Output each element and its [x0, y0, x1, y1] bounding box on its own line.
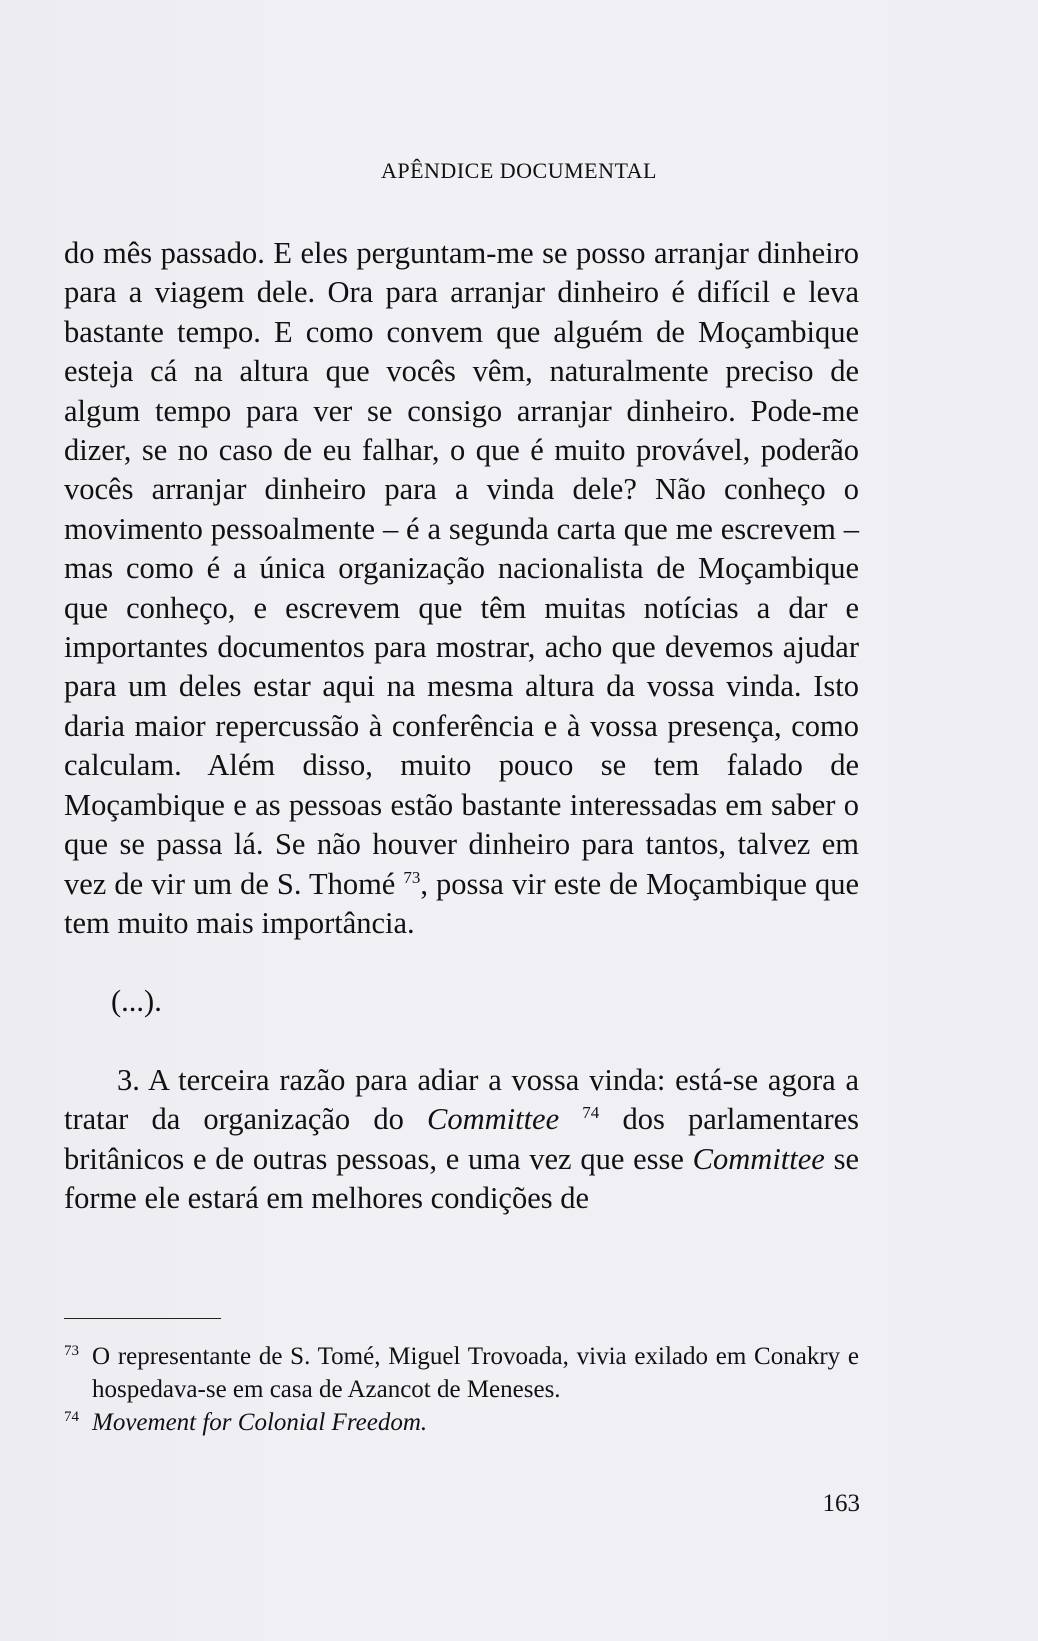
- footnote-number: 73: [64, 1343, 79, 1359]
- footnote-text: Movement for Colonial Freedom.: [92, 1409, 428, 1436]
- footnote-number: 74: [64, 1409, 79, 1425]
- footnote-text: O representante de S. Tomé, Miguel Trovoada, vivia exilado em Conakry e hospedava-se em casa de Azancot de Meneses.: [92, 1343, 859, 1403]
- paragraph-3-start: 3. A terceira razão para adiar a vossa vinda: está-se agora a tratar da organização do: [64, 1062, 859, 1137]
- paragraph-1-text: do mês passado. E eles perguntam-me se posso arranjar dinheiro para a viagem dele. Ora para arranjar dinheiro é difícil e leva bastante tempo. E como convem que alguém de Moçambique esteja cá na altura que vocês vêm, naturalmente preciso de algum tempo para ver se consigo arranjar dinheiro. Pode-me dizer, se no caso de eu falhar, o que é muito provável, poderão vocês arranjar dinheiro para a vinda dele? Não conheço o movimento pessoalmente – é a segunda carta que me escrevem – mas como é a única organização nacionalista de Moçambique que conheço, e escrevem que têm muitas notícias a dar e importantes documentos para mostrar, acho que devemos ajudar para um deles estar aqui na mesma altura da vossa vinda. Isto daria maior repercussão à conferência e à vossa presença, como calculam. Além disso, muito pouco se tem falado de Moçambique e as pessoas estão bastante interessadas em saber o que se passa lá. Se não houver dinheiro para tantos, talvez em vez de vir um de S. Thomé: [64, 236, 859, 901]
- footnote-ref-73: 73: [403, 867, 421, 887]
- main-text: [64, 234, 859, 1218]
- paragraph-3-mid: dos parlamentares britânicos e de outras pessoas, e uma vez que esse: [64, 1102, 860, 1176]
- footnotes: [64, 1340, 859, 1439]
- running-header: APÊNDICE DOCUMENTAL: [380, 158, 657, 183]
- omission-marker: (...).: [111, 984, 162, 1019]
- committee-term-2: Committee: [692, 1141, 825, 1176]
- footnote-73: [64, 1340, 859, 1406]
- committee-term-1: Committee: [426, 1102, 560, 1137]
- paragraph-3-end: se forme ele estará em melhores condições de: [64, 1141, 859, 1215]
- paragraph-3: [64, 1061, 859, 1219]
- page-number: 163: [822, 1490, 860, 1517]
- footnote-ref-74: 74: [582, 1102, 600, 1122]
- footnote-74: [64, 1406, 859, 1439]
- footnote-divider: [64, 1318, 221, 1319]
- paragraph-1-end: , possa vir este de Moçambique que tem muito mais importância.: [64, 866, 859, 940]
- paragraph-1: [64, 234, 859, 943]
